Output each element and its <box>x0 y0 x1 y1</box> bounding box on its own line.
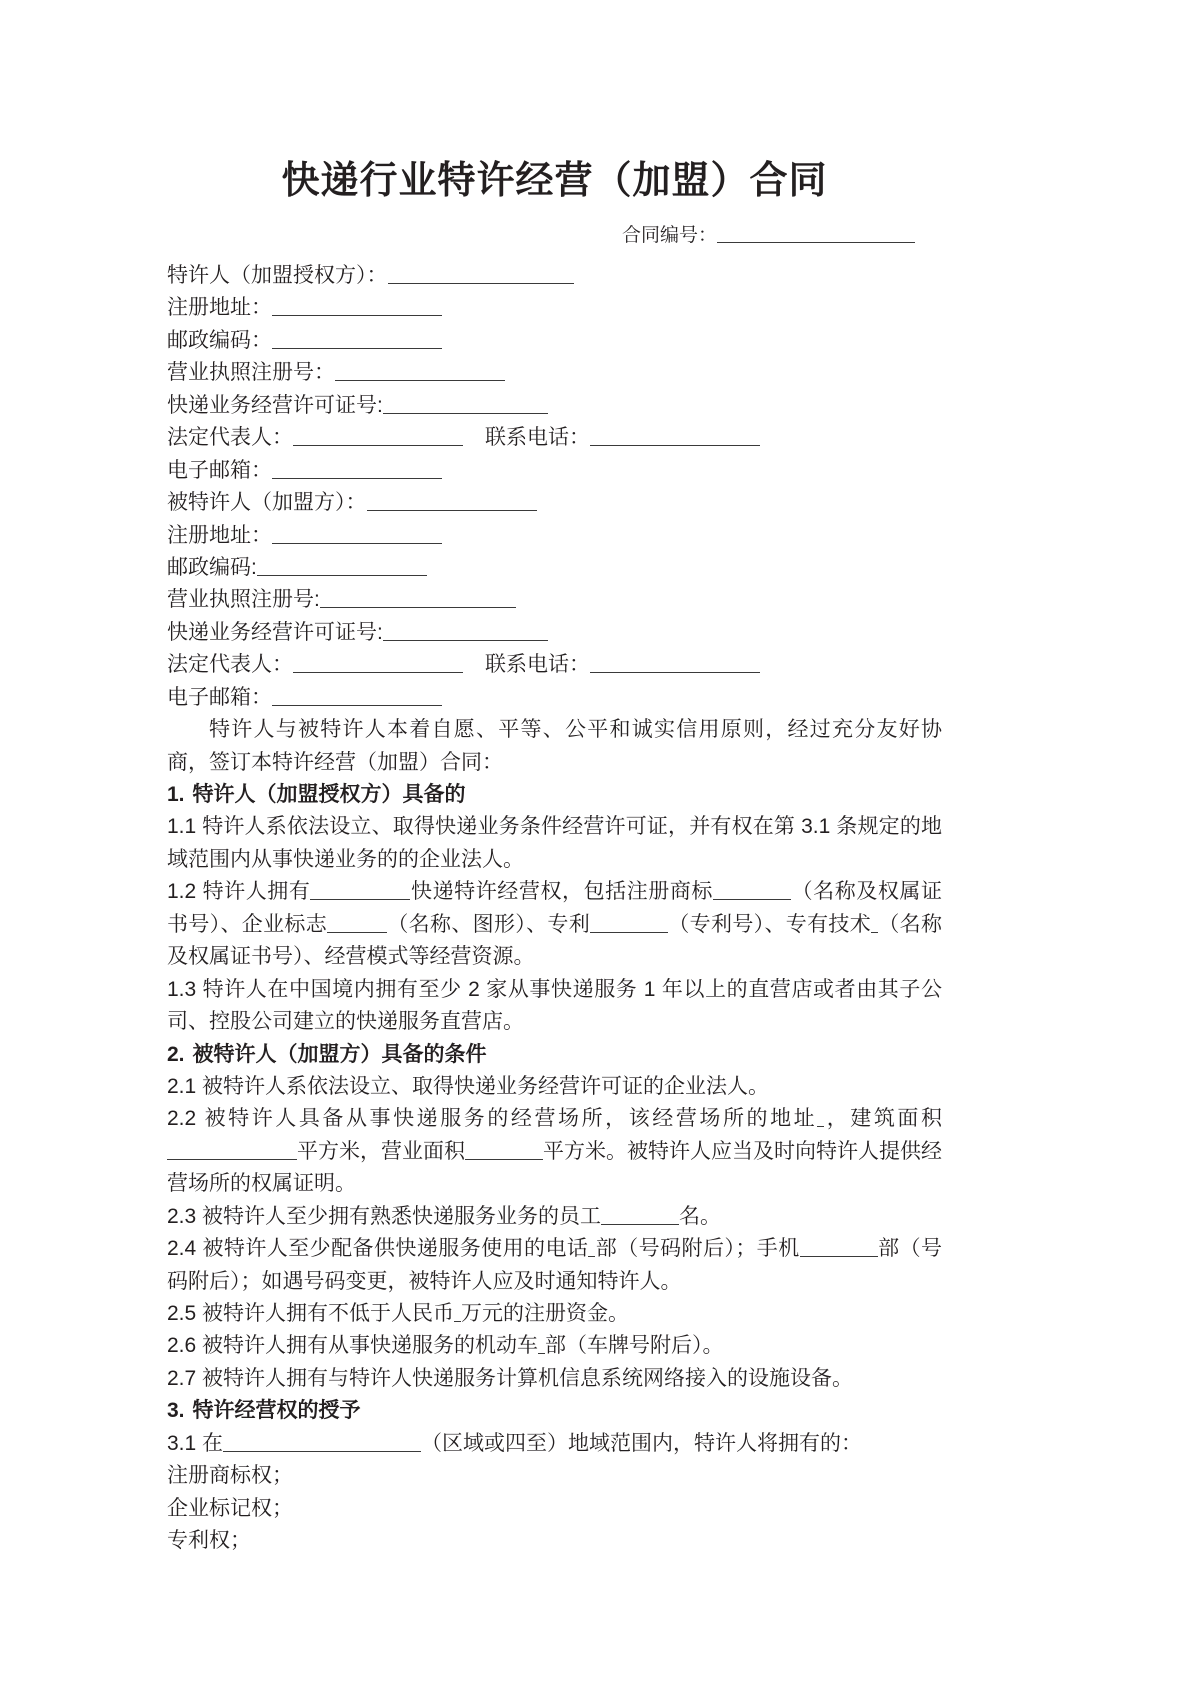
email-blank[interactable] <box>272 705 442 706</box>
field-franchisor-legal-rep-and-phone <box>167 422 942 454</box>
clause-text: 部（号码附后）；如遇号码变更，被特许人应及时通知特许人。 <box>167 1237 943 1293</box>
clause-text: 2.6 被特许人拥有从事快递服务的机动车 <box>167 1334 539 1358</box>
section-number: 3. <box>167 1399 185 1423</box>
email-label: 电子邮箱： <box>167 685 272 709</box>
contract-number-blank[interactable] <box>717 242 915 243</box>
clause-text: （专利号）、专有技术 <box>668 912 872 936</box>
field-franchisee-express-permit-no <box>167 617 942 649</box>
field-franchisee-email <box>167 682 942 714</box>
clause-2-7: 2.7 被特许人拥有与特许人快递服务计算机信息系统网络接入的设施设备。 <box>167 1366 854 1390</box>
inline-blank[interactable] <box>327 932 387 933</box>
inline-blank[interactable] <box>800 1256 878 1257</box>
field-franchisor-name <box>167 260 942 292</box>
clause-text: 部（号码附后）；手机 <box>595 1237 800 1261</box>
section-number: 1. <box>167 783 185 806</box>
clause-2-5 <box>167 1298 942 1330</box>
clause-text: （名称及权属证书号）、企业标志 <box>167 880 943 936</box>
document-content <box>167 0 942 1558</box>
inline-blank[interactable] <box>713 899 791 900</box>
inline-blank[interactable] <box>601 1224 679 1225</box>
field-label: 营业执照注册号： <box>167 361 335 385</box>
field-franchisee-license-reg-no <box>167 584 942 616</box>
page-title: 快递行业特许经营（加盟）合同 <box>281 160 828 202</box>
clause-text: ，建筑面积 <box>824 1107 942 1131</box>
inline-blank[interactable] <box>167 1159 297 1160</box>
section-heading <box>167 1395 942 1427</box>
clause-text: （名称及权属证书号）、经营模式等经营资源。 <box>167 912 943 969</box>
clause-1-2 <box>167 876 942 973</box>
field-blank[interactable] <box>335 380 505 381</box>
field-blank[interactable] <box>320 607 516 608</box>
clause-text: 2.2 被特许人具备从事快递服务的经营场所，该经营场所的地址 <box>167 1107 818 1131</box>
clause-3-1 <box>167 1428 942 1460</box>
legal-rep-label: 法定代表人： <box>167 426 293 450</box>
legal-rep-blank[interactable] <box>293 672 463 673</box>
email-label: 电子邮箱： <box>167 458 272 482</box>
clause-text: （区域或四至）地域范围内，特许人将拥有的： <box>421 1431 863 1455</box>
section-2 <box>167 1039 942 1396</box>
legal-rep-label: 法定代表人： <box>167 653 293 677</box>
clause-text: 1.2 特许人拥有 <box>167 880 311 904</box>
field-franchisor-address <box>167 292 942 324</box>
clause-text: 部（车牌号附后）。 <box>545 1334 724 1358</box>
phone-label: 联系电话： <box>485 426 590 450</box>
field-label: 注册地址： <box>167 523 272 547</box>
field-label: 被特许人（加盟方）： <box>167 491 367 515</box>
clause-text: 快递特许经营权，包括注册商标 <box>410 880 714 904</box>
clause-2-3 <box>167 1201 942 1233</box>
phone-blank[interactable] <box>590 672 760 673</box>
legal-rep-blank[interactable] <box>293 445 463 446</box>
field-franchisee-name <box>167 487 942 519</box>
section-heading <box>167 779 942 811</box>
inline-blank[interactable] <box>538 1353 545 1354</box>
email-blank[interactable] <box>272 478 442 479</box>
clause-text: 2.5 被特许人拥有不低于人民币 <box>167 1302 455 1325</box>
field-blank[interactable] <box>272 315 442 316</box>
field-label: 邮政编码: <box>167 555 257 579</box>
clause-2-1: 2.1 被特许人系依法设立、取得快递业务经营许可证的企业法人。 <box>167 1074 770 1098</box>
field-blank[interactable] <box>272 543 442 544</box>
field-franchisor-express-permit-no <box>167 390 942 422</box>
list-item: 专利权； <box>167 1529 251 1553</box>
clause-text: （名称、图形）、专利 <box>387 912 591 936</box>
phone-blank[interactable] <box>590 445 760 446</box>
field-label: 特许人（加盟授权方）： <box>167 264 388 287</box>
section-heading <box>167 1039 942 1071</box>
list-item: 企业标记权； <box>167 1496 293 1520</box>
section-title: 被特许人（加盟方）具备的条件 <box>192 1042 487 1066</box>
field-blank[interactable] <box>367 510 537 511</box>
clause-2-2 <box>167 1103 942 1200</box>
clause-text: 3.1 在 <box>167 1431 224 1455</box>
inline-blank[interactable] <box>590 932 668 933</box>
field-label: 快递业务经营许可证号: <box>167 620 383 644</box>
inline-blank[interactable] <box>223 1451 421 1452</box>
phone-label: 联系电话： <box>485 653 590 677</box>
section-title: 特许经营权的授予 <box>192 1399 361 1423</box>
clause-text: 名。 <box>679 1204 722 1228</box>
field-franchisee-legal-rep-and-phone <box>167 649 942 681</box>
clause-text: 万元的注册资金。 <box>461 1302 630 1325</box>
franchisee-fields <box>167 487 942 714</box>
clause-text: 2.4 被特许人至少配备供快递服务使用的电话 <box>167 1237 589 1261</box>
clause-2-6 <box>167 1330 942 1362</box>
section-1 <box>167 779 942 1039</box>
clause-2-4 <box>167 1233 942 1298</box>
clause-1-3: 1.3 特许人在中国境内拥有至少 2 家从事快递服务 1 年以上的直营店或者由其子公司、控股公司建立的快递服务直营店。 <box>167 977 942 1034</box>
field-franchisor-email <box>167 455 942 487</box>
clause-text: 平方米。被特许人应当及时向特许人提供经营场所的权属证明。 <box>167 1139 942 1196</box>
contract-number-line <box>167 206 942 251</box>
field-label: 快递业务经营许可证号: <box>167 393 383 417</box>
field-blank[interactable] <box>272 348 442 349</box>
field-label: 注册地址： <box>167 296 272 320</box>
field-franchisor-postcode <box>167 325 942 357</box>
field-label: 邮政编码： <box>167 328 272 352</box>
section-3 <box>167 1395 942 1557</box>
clause-text: 平方米，营业面积 <box>297 1139 465 1163</box>
field-franchisee-postcode <box>167 552 942 584</box>
contract-number-label: 合同编号： <box>622 224 718 246</box>
field-blank[interactable] <box>383 640 548 641</box>
clause-text: 2.3 被特许人至少拥有熟悉快递服务业务的员工 <box>167 1204 602 1228</box>
list-item: 注册商标权； <box>167 1464 293 1488</box>
clause-1-1: 1.1 特许人系依法设立、取得快递业务条件经营许可证，并有权在第 3.1 条规定的地域范围内从事快递业务的的企业法人。 <box>167 815 942 871</box>
field-label: 营业执照注册号: <box>167 588 320 612</box>
section-number: 2. <box>167 1042 185 1066</box>
field-blank[interactable] <box>383 413 548 414</box>
preamble-paragraph: 特许人与被特许人本着自愿、平等、公平和诚实信用原则，经过充分友好协商，签订本特许经营（加盟）合同： <box>167 718 942 774</box>
inline-blank[interactable] <box>465 1159 543 1160</box>
section-title: 特许人（加盟授权方）具备的 <box>192 783 466 806</box>
franchisor-fields <box>167 250 942 487</box>
field-franchisee-address <box>167 520 942 552</box>
inline-blank[interactable] <box>310 899 410 900</box>
field-blank[interactable] <box>388 283 574 284</box>
field-franchisor-license-reg-no <box>167 357 942 389</box>
field-blank[interactable] <box>257 575 427 576</box>
inline-blank[interactable] <box>871 932 878 933</box>
inline-blank[interactable] <box>454 1321 461 1322</box>
